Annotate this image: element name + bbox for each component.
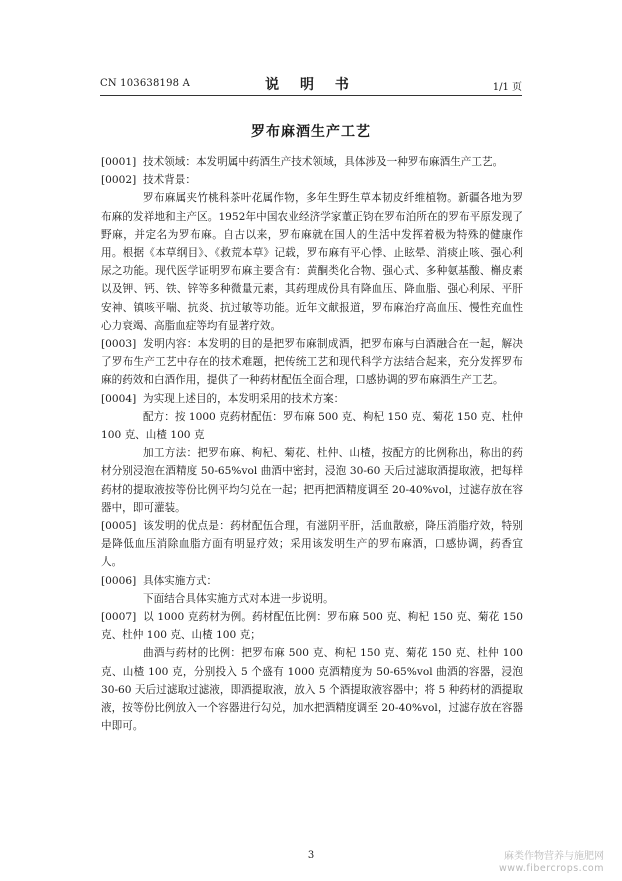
paragraph-ratio: 曲酒与药材的比例：把罗布麻 500 克、枸杞 150 克、菊花 150 克、杜仲 100 克、山楂 100 克，分别投入 5 个盛有 1000 克酒精度为 50-65%vol 曲酒的容器，浸泡 30-60 天后过滤取过滤液，即酒提取液，放入 5 个酒提取液容器中；将 5 种药材的酒提取液，按等份比例放入一个容器进行勾兑，加水把酒精度调至 20-40%vol，过滤存放在容器中即可。 <box>101 647 523 733</box>
page-header <box>100 74 522 94</box>
paragraph-0007 <box>101 608 523 644</box>
paragraph-number: [0007] <box>101 611 137 624</box>
paragraph-0006 <box>101 572 523 590</box>
watermark-name: 麻类作物营养与施肥网 <box>504 851 604 862</box>
paragraph-number: [0005] <box>101 520 137 533</box>
paragraph-method: 加工方法：把罗布麻、枸杞、菊花、杜仲、山楂，按配方的比例称出，称出的药材分别浸泡在酒精度 50-65%vol 曲酒中密封，浸泡 30-60 天后过滤取酒提取液，把每样药材的提取液按等份比例平均匀兑在一起；把再把酒精度调至 20-40%vol，过滤存放在容器中，即可灌装。 <box>101 447 523 514</box>
document-title: 罗布麻酒生产工艺 <box>251 124 371 140</box>
paragraph-text: 技术背景： <box>143 174 196 187</box>
paragraph-0001 <box>101 153 523 171</box>
paragraph-text: 具体实施方式： <box>143 574 218 587</box>
paragraph-number: [0006] <box>101 574 137 587</box>
paragraph-background: 罗布麻属夹竹桃科茶叶花属作物，多年生野生草本韧皮纤维植物。新疆各地为罗布麻的发祥地和主产区。1952年中国农业经济学家董正钧在罗布泊所在的罗布平原发现了野麻，并定名为罗布麻。自古以来，罗布麻就在国人的生活中发挥着极为特殊的健康作用。根据《本草纲目》、《救荒本草》记载，罗布麻有平心悸、止眩晕、消痰止咳、强心利尿之功能。现代医学证明罗布麻主要含有：黄酮类化合物、强心式、多种氨基酸、槲皮素以及钾、钙、铁、锌等多种微量元素，其药理成份具有降血压、降血脂、强心利尿、平肝安神、镇咳平喘、抗炎、抗过敏等功能。近年文献报道，罗布麻治疗高血压、慢性充血性心力衰竭、高脂血症等均有显著疗效。 <box>101 192 523 332</box>
paragraph-intro: 下面结合具体实施方式对本进一步说明。 <box>143 592 334 605</box>
paragraph-0004 <box>101 390 523 408</box>
patent-number: CN 103638198 A <box>100 78 191 89</box>
paragraph-text: 发明内容：本发明的目的是把罗布麻制成酒，把罗布麻与白酒融合在一起，解决了罗布生产工艺中存在的技术难题，把传统工艺和现代科学方法结合起来，充分发挥罗布麻的药效和白酒作用，提供了一种药材配伍全面合理，口感协调的罗布麻酒生产工艺。 <box>101 338 523 387</box>
document-body <box>101 153 523 736</box>
paragraph-text: 为实现上述目的，本发明采用的技术方案： <box>143 392 345 405</box>
paragraph-number: [0004] <box>101 392 137 405</box>
paragraph-number: [0001] <box>101 156 137 168</box>
paragraph-number: [0002] <box>101 174 137 187</box>
paragraph-0005 <box>101 517 523 572</box>
section-label: 说 明 书 <box>265 77 357 93</box>
paragraph-text: 以 1000 克药材为例。药材配伍比例：罗布麻 500 克、枸杞 150 克、菊花 150 克、杜仲 100 克、山楂 100 克； <box>101 611 523 642</box>
paragraph-text: 技术领域：本发明属中药酒生产技术领域，具体涉及一种罗布麻酒生产工艺。 <box>143 156 504 168</box>
page-number: 3 <box>307 850 315 861</box>
watermark <box>499 851 604 875</box>
paragraph-0002 <box>101 171 523 189</box>
paragraph-text: 该发明的优点是：药材配伍合理，有滋阴平肝，活血散瘀，降压消脂疗效，特别是降低血压消除血脂方面有明显疗效；采用该发明生产的罗布麻酒，口感协调，药香宜人。 <box>101 520 523 569</box>
page-of: 1/1 页 <box>492 82 522 93</box>
paragraph-0003 <box>101 335 523 390</box>
paragraph-formula: 配方：按 1000 克药材配伍：罗布麻 500 克、枸杞 150 克、菊花 150 克、杜仲 100 克、山楂 100 克 <box>101 410 523 442</box>
paragraph-number: [0003] <box>101 338 137 351</box>
watermark-url: www.fibercrops.com <box>498 863 604 874</box>
header-rule <box>100 95 522 96</box>
